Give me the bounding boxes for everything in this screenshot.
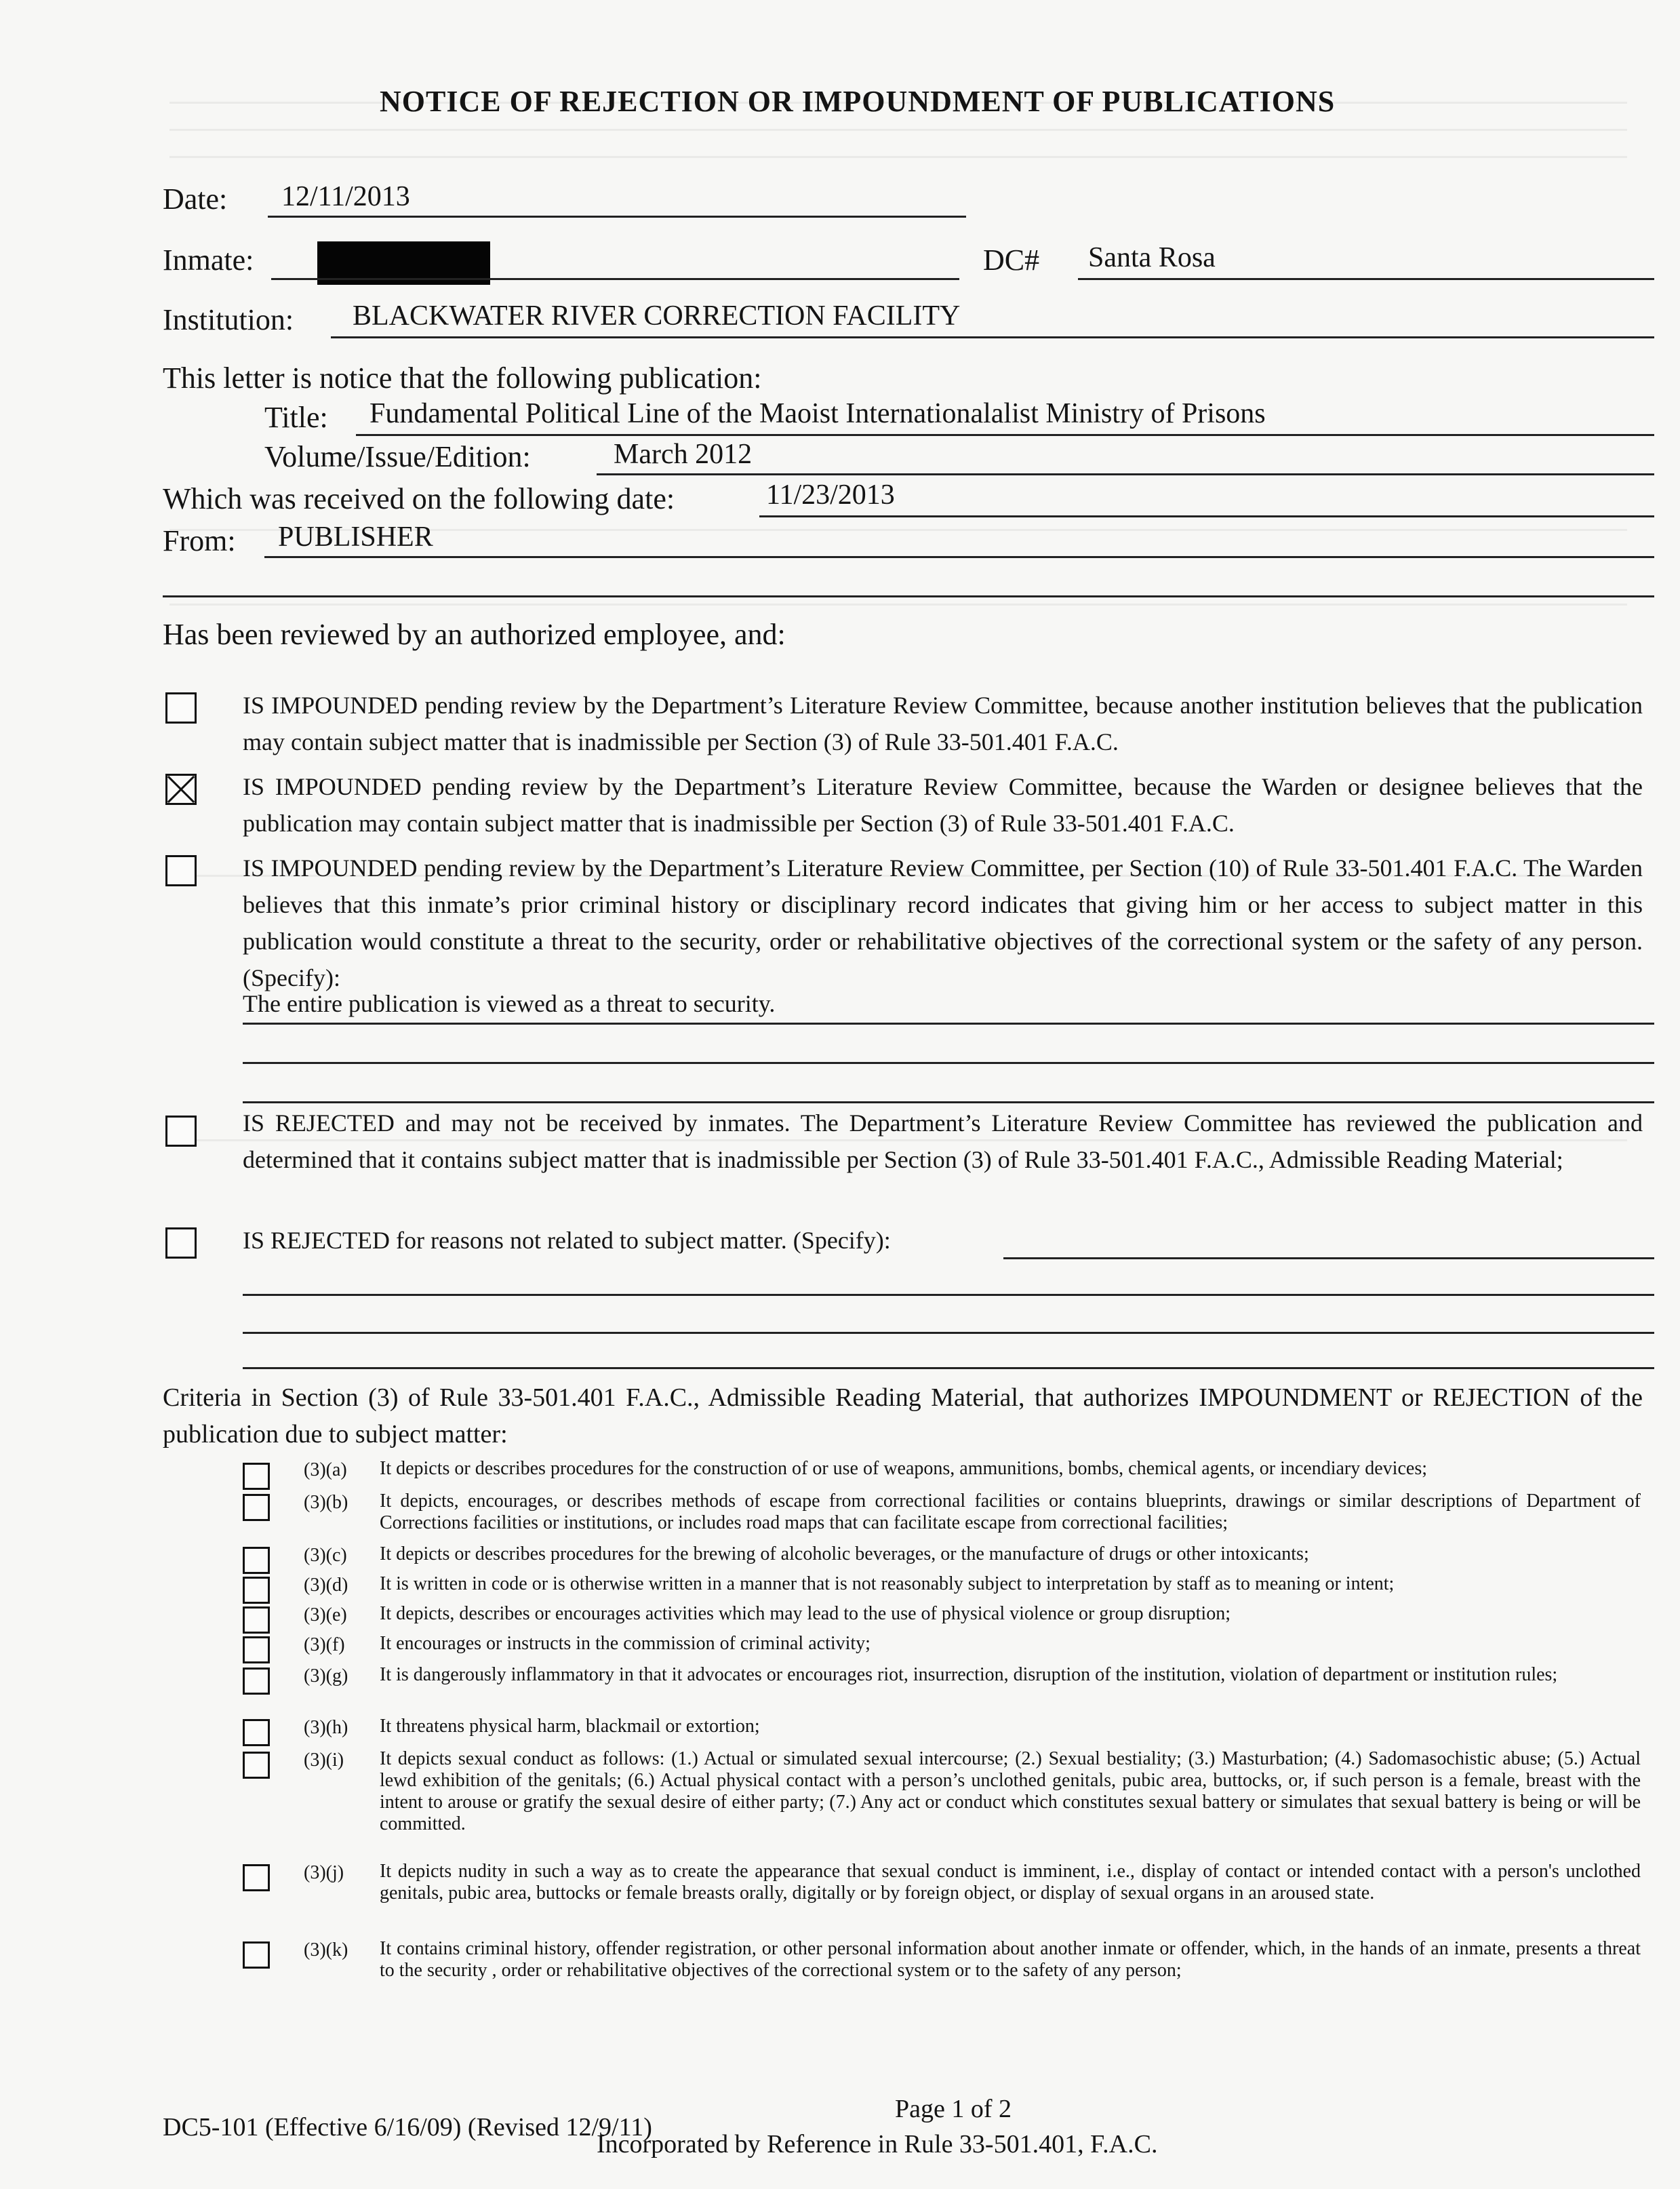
criteria-h-text: It threatens physical harm, blackmail or extortion; xyxy=(380,1716,760,1737)
criteria-c-checkbox[interactable] xyxy=(243,1547,270,1574)
dc-label: DC# xyxy=(983,243,1040,277)
institution-underline xyxy=(331,336,1654,338)
review-heading: Has been reviewed by an authorized employee, and: xyxy=(163,618,786,651)
criteria-a-text: It depicts or describes procedures for the construction of or use of weapons, ammunitions, bombs, chemical agents, or incendiary devices; xyxy=(380,1458,1427,1479)
criteria-f-code: (3)(f) xyxy=(304,1634,345,1655)
inmate-label: Inmate: xyxy=(163,243,254,277)
pub-title-label: Title: xyxy=(264,401,328,434)
reject-specify-underline xyxy=(1003,1257,1654,1259)
date-underline xyxy=(268,216,966,218)
specify-underline-3 xyxy=(243,1101,1654,1103)
specify-underline-2 xyxy=(243,1062,1654,1064)
criteria-i-text: It depicts sexual conduct as follows: (1.) Actual or simulated sexual intercourse; (2.) Sexual bestiality; (3.) Masturbation; (4.) Sadomasochistic abuse; (5.) Actual lewd exhibition of the genitals; (6.) Actual physical contact with a person’s unclothed genitals, pubic area, buttocks, or, if such person is a female, breast with the intent to arouse or gratify the sexual desire of either party; (7.) Any act or conduct which constitutes sexual battery or simulates that sexual battery is being or will be committed. xyxy=(380,1748,1641,1834)
dc-underline xyxy=(1078,278,1654,280)
review-option-1-text: IS IMPOUNDED pending review by the Department’s Literature Review Committee, because another institution believes that the publication may contain subject matter that is inadmissible per Section (3) of Rule 33-501.401 F.A.C. xyxy=(243,692,1643,755)
criteria-k-text: It contains criminal history, offender registration, or other personal information about another inmate or offender, which, in the hands of an inmate, presents a threat to the security , order or rehabilitative objectives of the correctional system or to the safety of any person; xyxy=(380,1938,1641,1981)
criteria-a-checkbox[interactable] xyxy=(243,1463,270,1490)
criteria-j-checkbox[interactable] xyxy=(243,1864,270,1891)
review-option-1-checkbox[interactable] xyxy=(165,692,197,724)
review-option-2-checkbox[interactable] xyxy=(165,774,197,805)
criteria-d-code: (3)(d) xyxy=(304,1575,348,1596)
specify-underline-1 xyxy=(243,1023,1654,1025)
page-title: NOTICE OF REJECTION OR IMPOUNDMENT OF PUBLICATIONS xyxy=(380,85,1336,118)
publication-intro: This letter is notice that the following publication: xyxy=(163,361,762,395)
volume-label: Volume/Issue/Edition: xyxy=(264,440,531,473)
criteria-d-text: It is written in code or is otherwise written in a manner that is not reasonably subject to interpretation by staff as to meaning or intent; xyxy=(380,1573,1395,1594)
review-option-5-checkbox[interactable] xyxy=(165,1227,197,1259)
criteria-k-code: (3)(k) xyxy=(304,1939,348,1960)
volume-underline xyxy=(597,473,1654,475)
date-label: Date: xyxy=(163,182,228,216)
criteria-b-code: (3)(b) xyxy=(304,1492,348,1513)
institution-label: Institution: xyxy=(163,303,294,336)
specify-value: The entire publication is viewed as a threat to security. xyxy=(243,990,776,1017)
criteria-e-checkbox[interactable] xyxy=(243,1606,270,1634)
volume-value: March 2012 xyxy=(614,439,753,470)
criteria-h-checkbox[interactable] xyxy=(243,1719,270,1746)
pub-title-underline xyxy=(356,434,1654,436)
reference-note: Incorporated by Reference in Rule 33-501.401, F.A.C. xyxy=(597,2130,1158,2158)
pub-title-value: Fundamental Political Line of the Maoist Internationalalist Ministry of Prisons xyxy=(369,398,1266,429)
criteria-e-code: (3)(e) xyxy=(304,1604,347,1625)
from-label: From: xyxy=(163,524,236,557)
review-option-5-text: IS REJECTED for reasons not related to subject matter. (Specify): xyxy=(243,1227,891,1254)
review-option-2-text: IS IMPOUNDED pending review by the Department’s Literature Review Committee, because the Warden or designee believes that the publication may contain subject matter that is inadmissible per Section (3) of Rule 33-501.401 F.A.C. xyxy=(243,773,1643,837)
dc-value: Santa Rosa xyxy=(1088,242,1216,273)
criteria-f-checkbox[interactable] xyxy=(243,1636,270,1663)
criteria-c-text: It depicts or describes procedures for the brewing of alcoholic beverages, or the manufacture of drugs or other intoxicants; xyxy=(380,1543,1309,1564)
received-value: 11/23/2013 xyxy=(766,479,895,511)
criteria-intro: Criteria in Section (3) of Rule 33-501.401 F.A.C., Admissible Reading Material, that authorizes IMPOUNDMENT or REJECTION of the publication due to subject matter: xyxy=(163,1383,1643,1448)
criteria-c-code: (3)(c) xyxy=(304,1545,347,1566)
criteria-g-checkbox[interactable] xyxy=(243,1668,270,1695)
criteria-j-code: (3)(j) xyxy=(304,1862,344,1883)
criteria-e-text: It depicts, describes or encourages activities which may lead to the use of physical violence or group disruption; xyxy=(380,1603,1231,1624)
separator-line xyxy=(163,595,1654,597)
criteria-d-checkbox[interactable] xyxy=(243,1577,270,1604)
reject-specify-underline-2 xyxy=(243,1294,1654,1296)
criteria-i-checkbox[interactable] xyxy=(243,1752,270,1779)
date-value: 12/11/2013 xyxy=(281,181,410,212)
criteria-j-text: It depicts nudity in such a way as to create the appearance that sexual conduct is imminent, i.e., display of contact or intended contact with a person's unclothed genitals, pubic area, buttocks or female breasts orally, digitally or by foreign object, or display of sexual organs in an aroused state. xyxy=(380,1861,1641,1904)
form-id: DC5-101 (Effective 6/16/09) (Revised 12/9/11) xyxy=(163,2113,652,2142)
criteria-i-code: (3)(i) xyxy=(304,1750,344,1771)
reject-specify-underline-3 xyxy=(243,1332,1654,1334)
from-value: PUBLISHER xyxy=(278,521,433,553)
criteria-g-code: (3)(g) xyxy=(304,1665,348,1687)
institution-value: BLACKWATER RIVER CORRECTION FACILITY xyxy=(353,300,961,332)
criteria-a-code: (3)(a) xyxy=(304,1459,347,1480)
received-underline xyxy=(759,515,1654,517)
criteria-b-text: It depicts, encourages, or describes methods of escape from correctional facilities or contains blueprints, drawings or similar descriptions of Department of Corrections facilities or institutions, or includes road maps that can facilitate escape from correctional facilities; xyxy=(380,1491,1641,1533)
criteria-k-checkbox[interactable] xyxy=(243,1941,270,1969)
review-option-4-text: IS REJECTED and may not be received by inmates. The Department’s Literature Review Committee has reviewed the publication and determined that it contains subject matter that is inadmissible per Section (3) of Rule 33-501.401 F.A.C., Admissible Reading Material; xyxy=(243,1109,1643,1173)
criteria-b-checkbox[interactable] xyxy=(243,1494,270,1521)
criteria-f-text: It encourages or instructs in the commission of criminal activity; xyxy=(380,1633,871,1654)
page-number: Page 1 of 2 xyxy=(895,2095,1012,2123)
review-option-3-checkbox[interactable] xyxy=(165,855,197,886)
inmate-underline xyxy=(271,278,959,280)
review-option-3-text: IS IMPOUNDED pending review by the Department’s Literature Review Committee, per Section (10) of Rule 33-501.401 F.A.C. The Warden believes that this inmate’s prior criminal history or disciplinary record indicates that giving him or her access to subject matter in this publication would constitute a threat to the security, order or rehabilitative objectives of the correctional system or the safety of any person. (Specify): xyxy=(243,854,1643,991)
from-underline xyxy=(264,556,1654,558)
received-label: Which was received on the following date: xyxy=(163,482,675,515)
criteria-g-text: It is dangerously inflammatory in that it advocates or encourages riot, insurrection, disruption of the institution, violation of department or institution rules; xyxy=(380,1664,1558,1685)
criteria-h-code: (3)(h) xyxy=(304,1717,348,1738)
reject-specify-underline-4 xyxy=(243,1367,1654,1369)
review-option-4-checkbox[interactable] xyxy=(165,1116,197,1147)
